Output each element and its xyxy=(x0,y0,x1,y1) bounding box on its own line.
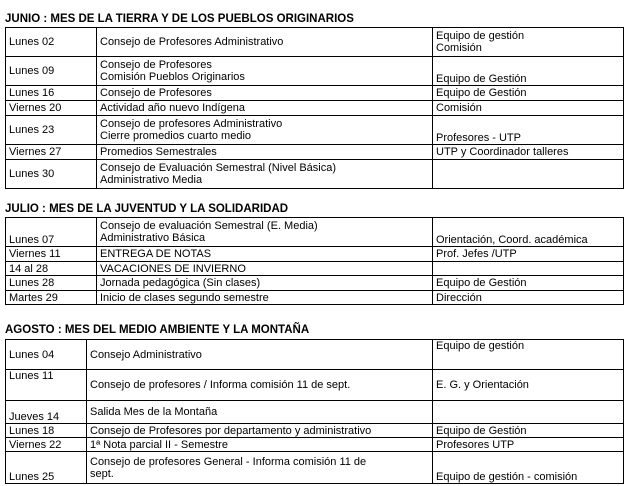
date-cell: Martes 29 xyxy=(6,291,97,305)
activity-cell: Consejo de evaluación Semestral (E. Media) Administrativo Básica xyxy=(97,218,433,247)
table-row xyxy=(6,218,624,247)
date-cell: Jueves 14 xyxy=(6,401,87,424)
table-row xyxy=(6,370,624,401)
activity-cell: 1ª Nota parcial II - Semestre xyxy=(87,438,433,452)
responsible-cell: Dirección xyxy=(433,291,624,305)
activity-cell: Consejo Administrativo xyxy=(87,340,433,370)
date-cell: Lunes 07 xyxy=(6,218,97,247)
activity-cell: Jornada pedagógica (Sin clases) xyxy=(97,276,433,291)
activity-cell: Salida Mes de la Montaña xyxy=(87,401,433,424)
date-cell: Lunes 30 xyxy=(6,160,97,189)
table-row xyxy=(6,86,624,101)
table-row xyxy=(6,438,624,452)
responsible-cell: Equipo de Gestión xyxy=(433,57,624,86)
date-cell: Lunes 28 xyxy=(6,276,97,291)
activity-cell: Consejo de Profesores por departamento y administrativo xyxy=(87,424,433,438)
activity-cell: Consejo de Profesores Comisión Pueblos Originarios xyxy=(97,57,433,86)
responsible-cell: Comisión xyxy=(433,101,624,116)
responsible-cell: Equipo de gestión - comisión xyxy=(433,452,624,484)
table-row xyxy=(6,452,624,484)
activity-cell: VACACIONES DE INVIERNO xyxy=(97,262,433,276)
section-title-julio: JULIO : MES DE LA JUVENTUD Y LA SOLIDARIDAD xyxy=(5,203,289,215)
activity-cell: Consejo de profesores / Informa comisión 11 de sept. xyxy=(87,370,433,401)
date-cell: Viernes 20 xyxy=(6,101,97,116)
date-cell: Lunes 02 xyxy=(6,28,97,57)
table-row xyxy=(6,57,624,86)
table-julio xyxy=(5,217,624,305)
table-row xyxy=(6,401,624,424)
date-cell: 14 al 28 xyxy=(6,262,97,276)
activity-cell: Consejo de Evaluación Semestral (Nivel Básica) Administrativo Media xyxy=(97,160,433,189)
table-row xyxy=(6,262,624,276)
section-title-agosto: AGOSTO : MES DEL MEDIO AMBIENTE Y LA MONTAÑA xyxy=(5,324,310,336)
date-cell: Lunes 16 xyxy=(6,86,97,101)
table-row xyxy=(6,28,624,57)
responsible-cell: Equipo de gestión Comisión xyxy=(433,28,624,57)
date-cell: Lunes 11 xyxy=(6,370,87,401)
responsible-cell: Profesores UTP xyxy=(433,438,624,452)
table-row xyxy=(6,340,624,370)
activity-cell: Consejo de Profesores xyxy=(97,86,433,101)
date-cell: Lunes 18 xyxy=(6,424,87,438)
activity-cell: Promedios Semestrales xyxy=(97,145,433,160)
responsible-cell: Prof. Jefes /UTP xyxy=(433,247,624,262)
responsible-cell: Orientación, Coord. académica xyxy=(433,218,624,247)
activity-cell: Inicio de clases segundo semestre xyxy=(97,291,433,305)
date-cell: Lunes 04 xyxy=(6,340,87,370)
section-title-junio: JUNIO : MES DE LA TIERRA Y DE LOS PUEBLOS ORIGINARIOS xyxy=(5,13,354,25)
responsible-cell: Equipo de Gestión xyxy=(433,86,624,101)
activity-cell: Consejo de profesores General - Informa comisión 11 de sept. xyxy=(87,452,433,484)
activity-cell: Consejo de Profesores Administrativo xyxy=(97,28,433,57)
table-row xyxy=(6,424,624,438)
responsible-cell: UTP y Coordinador talleres xyxy=(433,145,624,160)
responsible-cell: Equipo de Gestión xyxy=(433,276,624,291)
responsible-cell: E. G. y Orientación xyxy=(433,370,624,401)
table-row xyxy=(6,276,624,291)
responsible-cell xyxy=(433,160,624,189)
date-cell: Lunes 23 xyxy=(6,116,97,145)
responsible-cell: Equipo de Gestión xyxy=(433,424,624,438)
table-junio xyxy=(5,27,624,189)
table-row xyxy=(6,291,624,305)
table-row xyxy=(6,160,624,189)
date-cell: Lunes 09 xyxy=(6,57,97,86)
responsible-cell: Equipo de gestión xyxy=(433,340,624,370)
date-cell: Viernes 27 xyxy=(6,145,97,160)
table-row xyxy=(6,116,624,145)
table-row xyxy=(6,145,624,160)
responsible-cell xyxy=(433,401,624,424)
table-agosto xyxy=(5,339,624,484)
date-cell: Viernes 22 xyxy=(6,438,87,452)
date-cell: Lunes 25 xyxy=(6,452,87,484)
responsible-cell: Profesores - UTP xyxy=(433,116,624,145)
date-cell: Viernes 11 xyxy=(6,247,97,262)
table-row xyxy=(6,101,624,116)
responsible-cell xyxy=(433,262,624,276)
activity-cell: Actividad año nuevo Indígena xyxy=(97,101,433,116)
activity-cell: ENTREGA DE NOTAS xyxy=(97,247,433,262)
activity-cell: Consejo de profesores Administrativo Cierre promedios cuarto medio xyxy=(97,116,433,145)
table-row xyxy=(6,247,624,262)
